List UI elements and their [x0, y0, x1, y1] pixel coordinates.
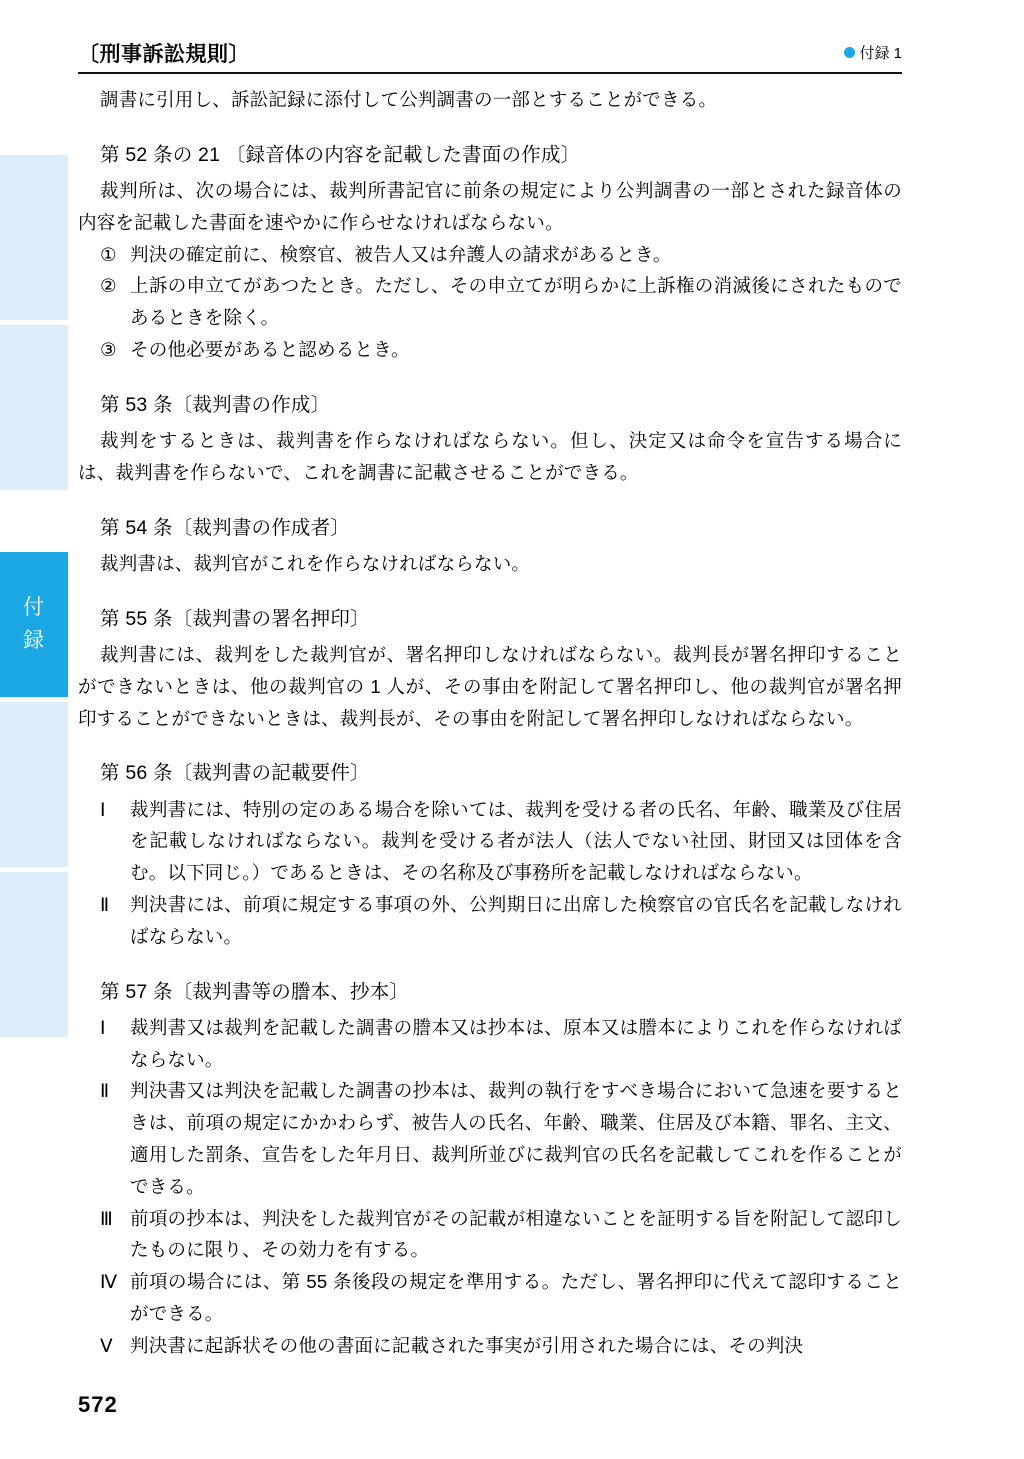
list-item-marker: Ⅱ [100, 893, 110, 915]
list-item [78, 1266, 902, 1330]
list-item-text: 判決書には、前項に規定する事項の外、公判期日に出席した検察官の官氏名を記載しなければならない。 [130, 893, 902, 947]
margin-tab-block-5 [0, 872, 68, 1037]
page-header-appendix-label: 付録 1 [859, 45, 902, 62]
page-header-title: 〔刑事訴訟規則〕 [78, 43, 250, 66]
page-header-appendix [844, 38, 902, 63]
article-item-list [78, 794, 902, 953]
list-item-text: 前項の抄本は、判決をした裁判官がその記載が相違ないことを証明する旨を附記して認印したものに限り、その効力を有する。 [130, 1207, 902, 1261]
list-item-marker: Ⅲ [100, 1207, 113, 1229]
list-item-marker: Ⅳ [100, 1271, 118, 1293]
page-number: 572 [78, 1392, 118, 1417]
continuation-paragraph: 調書に引用し、訴訟記録に添付して公判調書の一部とすることができる。 [100, 89, 718, 110]
margin-tab-label-line2: 録 [23, 628, 45, 652]
list-item-marker: Ⅴ [100, 1334, 113, 1356]
list-item-marker: ① [100, 243, 117, 265]
margin-tab-strip [0, 0, 68, 1459]
list-item-text: 判決書又は判決を記載した調書の抄本は、裁判の執行をすべき場合において急速を要するときは、前項の規定にかかわらず、被告人の氏名、年齢、職業、住居及び本籍、罪名、主文、適用した罰条、宣告をした年月日、裁判所並びに裁判官の氏名を記載してこれを作ることができる。 [130, 1080, 902, 1197]
list-item [78, 794, 902, 889]
margin-tab-block-4 [0, 702, 68, 867]
list-item-marker: Ⅰ [100, 798, 106, 820]
article-heading: 第 56 条〔裁判書の記載要件〕 [100, 762, 370, 785]
list-item [78, 334, 902, 366]
list-item-marker: Ⅰ [100, 1016, 106, 1038]
list-item [78, 1075, 902, 1202]
article-heading: 第 54 条〔裁判書の作成者〕 [100, 516, 351, 539]
margin-tab-label [0, 552, 68, 697]
article-lead-paragraph: 裁判をするときは、裁判書を作らなければならない。但し、決定又は命令を宣告する場合には、裁判書を作らないで、これを調書に記載させることができる。 [78, 430, 902, 483]
margin-tab-label-line1: 付 [23, 595, 45, 619]
article-lead-paragraph: 裁判書には、裁判をした裁判官が、署名押印しなければならない。裁判長が署名押印することができないときは、他の裁判官の 1 人が、その事由を附記して署名押印し、他の裁判官が署名押印することができないときは、裁判長が、その事由を附記して署名押印しなければならない。 [78, 643, 902, 729]
list-item-text: 裁判書又は裁判を記載した調書の謄本又は抄本は、原本又は謄本によりこれを作らなければならない。 [130, 1016, 902, 1070]
article-heading: 第 57 条〔裁判書等の謄本、抄本〕 [100, 980, 410, 1003]
list-item [78, 270, 902, 334]
margin-tab-block-2 [0, 325, 68, 490]
bullet-dot-icon [844, 47, 855, 58]
list-item-text: 判決の確定前に、検察官、被告人又は弁護人の請求があるとき。 [130, 243, 672, 265]
list-item-marker: Ⅱ [100, 1080, 110, 1102]
article-lead-paragraph: 裁判所は、次の場合には、裁判所書記官に前条の規定により公判調書の一部とされた録音体の内容を記載した書面を速やかに作らせなければならない。 [78, 180, 902, 233]
list-item-text: 判決書に起訴状その他の書面に記載された事実が引用された場合には、その判決 [130, 1334, 804, 1356]
list-item [78, 1012, 902, 1076]
article-item-list [78, 239, 902, 366]
list-item [78, 1203, 902, 1267]
list-item [78, 1330, 902, 1362]
article-heading: 第 55 条〔裁判書の署名押印〕 [100, 607, 370, 630]
list-item-marker: ③ [100, 339, 117, 361]
list-item-marker: ② [100, 275, 117, 297]
list-item [78, 889, 902, 953]
list-item [78, 239, 902, 271]
list-item-text: その他必要があると認めるとき。 [130, 339, 410, 361]
list-item-text: 裁判書には、特別の定のある場合を除いては、裁判を受ける者の氏名、年齢、職業及び住居を記載しなければならない。裁判を受ける者が法人（法人でない社団、財団又は団体を含む。以下同じ。）であるときは、その名称及び事務所を記載しなければならない。 [130, 798, 902, 884]
article-heading: 第 53 条〔裁判書の作成〕 [100, 393, 331, 416]
article-heading: 第 52 条の 21 〔録音体の内容を記載した書面の作成〕 [100, 143, 581, 166]
article-lead-paragraph: 裁判書は、裁判官がこれを作らなければならない。 [100, 552, 531, 574]
list-item-text: 上訴の申立てがあつたとき。ただし、その申立てが明らかに上訴権の消滅後にされたものであるときを除く。 [130, 275, 902, 329]
page-header [78, 38, 902, 74]
margin-tab-block-1 [0, 155, 68, 320]
page-body [78, 84, 902, 1362]
list-item-text: 前項の場合には、第 55 条後段の規定を準用する。ただし、署名押印に代えて認印することができる。 [130, 1271, 902, 1325]
article-item-list [78, 1012, 902, 1362]
